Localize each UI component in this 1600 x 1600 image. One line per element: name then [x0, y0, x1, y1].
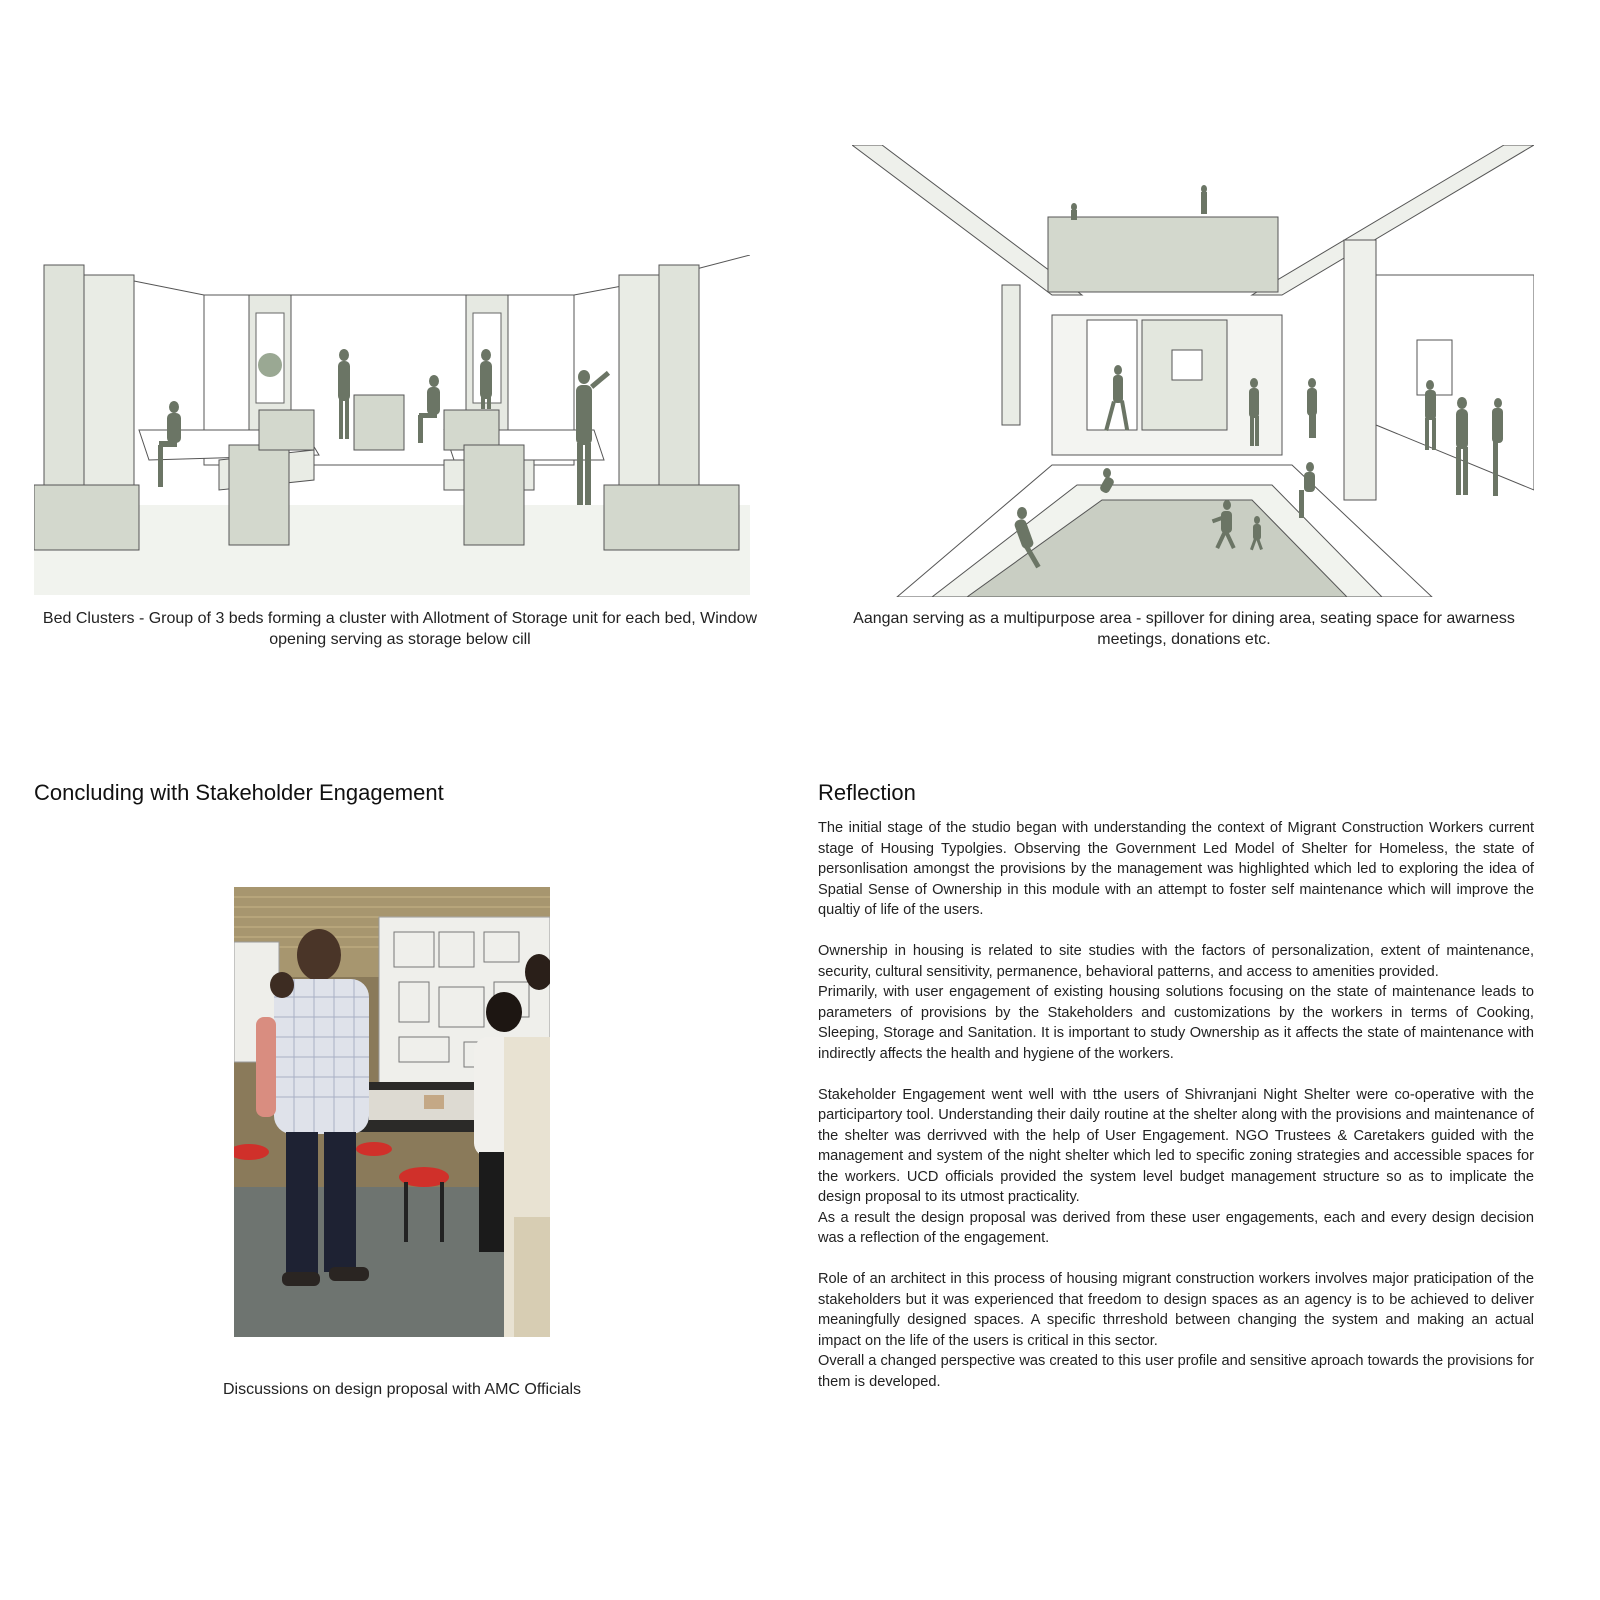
reflection-heading: Reflection — [818, 780, 916, 805]
aangan-caption: Aangan serving as a multipurpose area - spillover for dining area, seating space for awarness meetings, donations etc. — [853, 610, 1515, 648]
reflection-paragraph-3: Primarily, with user engagement of existing housing solutions focusing on the state of maintenance leads to parameters of provisions by the Stakeholders and customizations by the workers in terms of Cooking, Sleeping, Storage and Sanitation. It is important to study Ownership as it affects the state of maintenance with indirectly affects the health and hygiene of the workers. — [818, 984, 1534, 1062]
bed-cluster-render — [34, 255, 750, 595]
reflection-body — [818, 818, 1534, 1392]
reflection-paragraph-7: Overall a changed perspective was created to this user profile and sensitive aproach towards the provisions for them is developed. — [818, 1353, 1534, 1390]
aangan-render — [852, 145, 1534, 597]
reflection-paragraph-5: As a result the design proposal was derived from these user engagements, each and every design decision was a reflection of the engagement. — [818, 1209, 1534, 1246]
reflection-paragraph-2: Ownership in housing is related to site studies with the factors of personalization, extent of maintenance, security, cultural sensitivity, permanence, behavioral patterns, and access to amenities provided. — [818, 943, 1534, 980]
stakeholder-photo — [234, 887, 550, 1337]
discussion-photo — [234, 887, 550, 1337]
bed-cluster-illustration — [34, 255, 750, 595]
stakeholder-engagement-heading: Concluding with Stakeholder Engagement — [34, 780, 444, 805]
reflection-paragraph-6: Role of an architect in this process of housing migrant construction workers involves major praticipation of the stakeholders but it was experienced that freedom to design spaces as an agency is to be achieved to deliver meaningfully designed spaces. A specific thrreshold between changing the system and making an actual impact on the life of the users is critical in this sector. — [818, 1271, 1534, 1349]
reflection-paragraph-4: Stakeholder Engagement went well with tthe users of Shivranjani Night Shelter were co-operative with the participartory tool. Understanding their daily routine at the shelter along with the provisions and maintenance of the shelter was derrivved with the help of User Engagement. NGO Trustees & Caretakers guided with the management and system of the night shelter which led to specific zoning strategies and accessible spaces for the workers. UCD officials provided the system level budget management structure so as to implicate the design proposal to its utmost practicality. — [818, 1086, 1534, 1205]
aangan-illustration — [852, 145, 1534, 597]
photo-caption: Discussions on design proposal with AMC Officials — [222, 1381, 582, 1398]
reflection-paragraph-1: The initial stage of the studio began with understanding the context of Migrant Construction Workers current stage of Housing Typolgies. Observing the Government Led Model of Shelter for Homeless, the state of personlisation amongst the provisions by the management was highlighted which led to exploring the idea of Spatial Sense of Ownership in this module with an attempt to foster self maintenance which will improve the qualtiy of life of the users. — [818, 820, 1534, 918]
bed-cluster-caption: Bed Clusters - Group of 3 beds forming a cluster with Allotment of Storage unit for each bed, Window opening serving as storage below cill — [42, 610, 758, 648]
